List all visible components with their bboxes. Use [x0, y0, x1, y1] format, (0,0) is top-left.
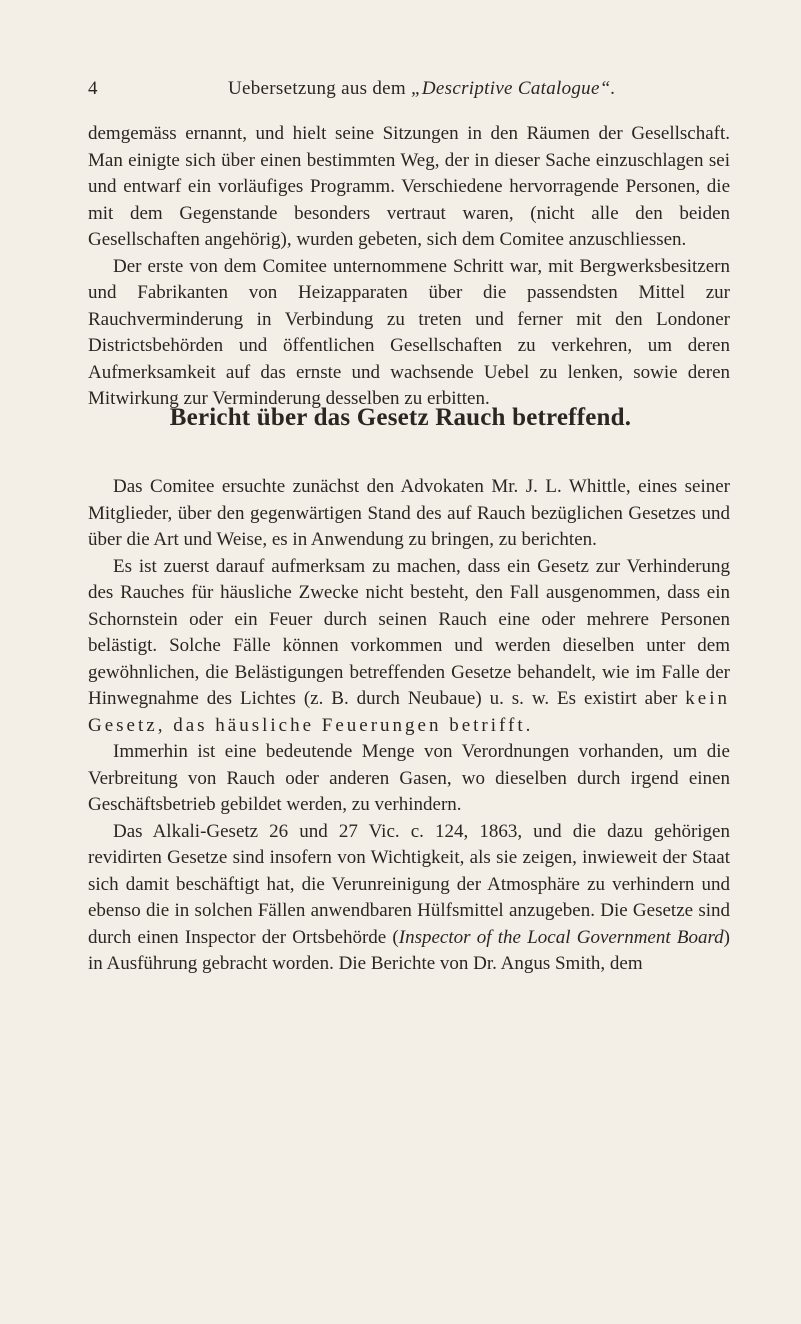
page-header: [88, 78, 728, 108]
paragraph: [88, 554, 730, 740]
text-block-intro: [88, 121, 730, 413]
running-title-italic: „Descriptive Catalogue“.: [411, 78, 616, 99]
italic-text: Inspector of the Local Government Board: [398, 926, 724, 948]
paragraph-text: ) in Ausführung gebracht worden. Die Berichte von Dr. Angus Smith, dem: [88, 926, 730, 974]
paragraph: Das Comitee ersuchte zunächst den Advokaten Mr. J. L. Whittle, eines seiner Mitglieder, über den gegenwärtigen Stand des auf Rauch bezüglichen Gesetzes und über die Art und Weise, es in Anwendung zu bringen, zu berichten.: [88, 476, 730, 550]
paragraph-text: Es ist zuerst darauf aufmerksam zu machen, dass ein Gesetz zur Verhinderung des Rauches für häusliche Zwecke nicht besteht, den Fall ausgenommen, dass ein Schornstein oder ein Feuer durch seinen Rauch eine oder mehrere Personen belästigt. Solche Fälle können vorkommen und werden dieselben unter dem gewöhnlichen, die Belästigungen betreffenden Gesetze behandelt, wie im Falle der Hinwegnahme des Lichtes (z. B. durch Neubaue) u. s. w. Es existirt aber: [88, 555, 730, 709]
paragraph: Der erste von dem Comitee unternommene Schritt war, mit Bergwerksbesitzern und Fabrikanten von Heizapparaten über die passendsten Mittel zur Rauchverminderung in Verbindung zu treten und ferner mit den Londoner Districtsbehörden und öffentlichen Gesellschaften zu verkehren, um deren Aufmerksamkeit auf das ernste und wachsende Uebel zu lenken, sowie deren Mitwirkung zur Verminderung desselben zu erbitten.: [88, 255, 730, 409]
paragraph: [88, 819, 730, 978]
section-heading: Bericht über das Gesetz Rauch betreffend.: [169, 404, 632, 431]
paragraph: Immerhin ist eine bedeutende Menge von Verordnungen vorhanden, um die Verbreitung von Rauch oder anderen Gasen, wo dieselben durch irgend einen Geschäftsbetrieb gebildet werden, zu verhindern.: [88, 741, 730, 815]
running-title-prefix: Uebersetzung aus dem: [228, 78, 412, 99]
emphasized-text: kein Gesetz, das häusliche Feuerungen betrifft.: [88, 688, 730, 736]
page-number: 4: [88, 78, 98, 99]
paragraph-text: Das Alkali-Gesetz 26 und 27 Vic. c. 124, 1863, und die dazu gehörigen revidirten Gesetze sind insofern von Wichtigkeit, als sie zeigen, inwieweit der Staat sich damit beschäftigt hat, die Verunreinigung der Atmosphäre zu verhindern und ebenso die in solchen Fällen anwendbaren Hülfsmittel anzugeben. Die Gesetze sind durch einen Inspector der Ortsbehörde (: [88, 820, 730, 948]
paragraph: demgemäss ernannt, und hielt seine Sitzungen in den Räumen der Gesellschaft. Man einigte sich über einen bestimmten Weg, der in dieser Sache einzuschlagen sei und entwarf ein vorläufiges Programm. Verschiedene hervorragende Personen, die mit dem Gegenstande besonders vertraut waren, (nicht alle den beiden Gesellschaften angehörig), wurden gebeten, sich dem Comitee anzuschliessen.: [88, 123, 730, 250]
running-title: [228, 78, 616, 100]
text-block-report: [88, 474, 730, 978]
